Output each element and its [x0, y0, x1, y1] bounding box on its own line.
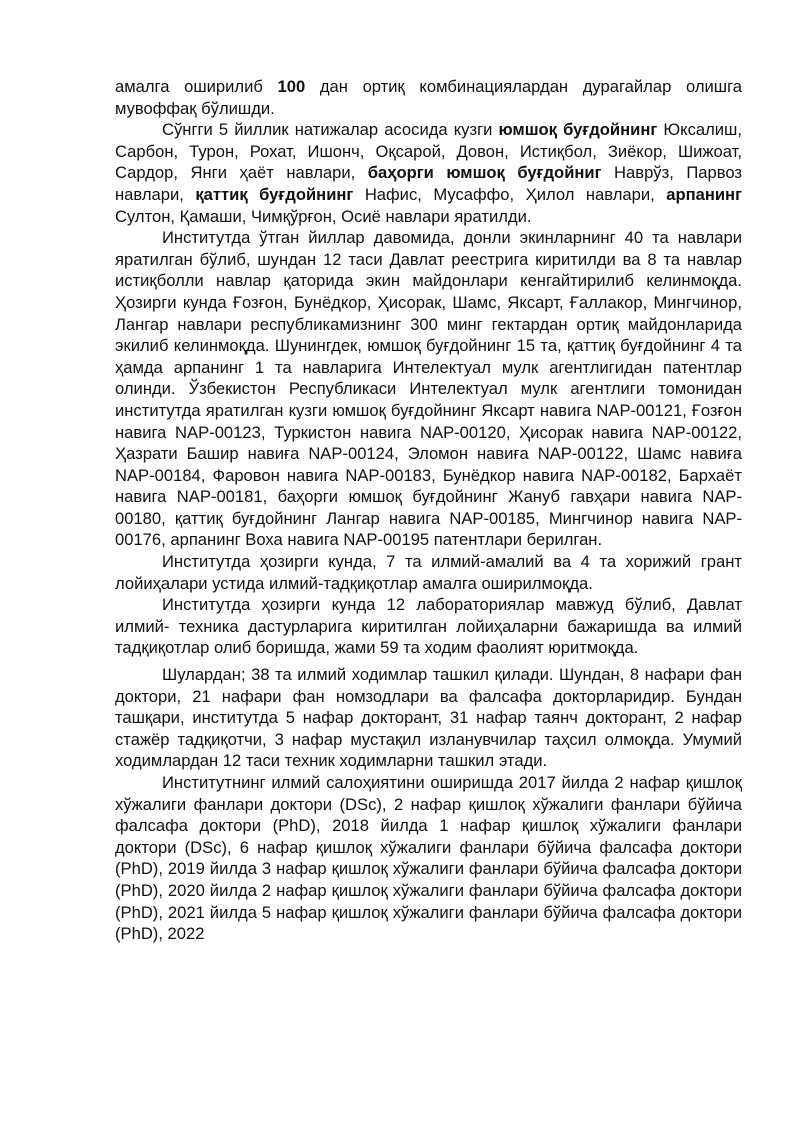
- paragraph-4: [115, 551, 742, 594]
- text-run: дан ортиқ комбинациялардан дурагайлар олишга мувоффақ бўлишди.: [115, 77, 742, 118]
- text-run: Институтда ҳозирги кунда 12 лабораториялар мавжуд бўлиб, Давлат илмий- техника дастурларига киритилган лойиҳаларни бажаришда ва илмий тадқиқотлар олиб боришда, жами 59 та ходим фаолият юритмоқда.: [115, 595, 742, 658]
- text-run: Наврўз, Парвоз навлари,: [115, 163, 742, 204]
- text-run: Институтнинг илмий салоҳиятини оширишда 2017 йилда 2 нафар қишлоқ хўжалиги фанлари доктори (DSc), 2 нафар қишлоқ хўжалиги фанлари бўйича фалсафа доктори (PhD), 2018 йилда 1 нафар қишлоқ хўжалиги фанлари доктори (DSc), 6 нафар қишлоқ хўжалиги фанлари бўйича фалсафа доктори (PhD), 2019 йилда 3 нафар қишлоқ хўжалиги фанлари бўйича фалсафа доктори (PhD), 2020 йилда 2 нафар қишлоқ хўжалиги фанлари бўйича фалсафа доктори (PhD), 2021 йилда 5 нафар қишлоқ хўжалиги фанлари бўйича фалсафа доктори (PhD), 2022: [115, 773, 742, 944]
- text-run: Юксалиш, Сарбон, Турон, Рохат, Ишонч, Оқсарой, Довон, Истиқбол, Зиёкор, Шижоат, Сардор, Янги ҳаёт навлари,: [115, 120, 742, 183]
- paragraph-5: [115, 594, 742, 659]
- text-run: Институтда ўтган йиллар давомида, донли экинларнинг 40 та навлари яратилган бўлиб, шундан 12 таси Давлат реестрига киритилди ва 8 та навлар истиқболли навлар қаторида экин майдонлари кенгайтирилиб келинмоқда. Ҳозирги кунда Ғозғон, Бунёдкор, Ҳисорак, Шамс, Яксарт, Ғаллакор, Мингчинор, Лангар навлари республикамизнинг 300 минг гектардан ортиқ майдонларида экилиб келинмоқда. Шунингдек, юмшоқ буғдойнинг 15 та, қаттиқ буғдойнинг 4 та ҳамда арпанинг 1 та навларига Интелектуал мулк агентлигидан патентлар олинди. Ўзбекистон Республикаси Интелектуал мулк агентлиги томонидан институтда яратилган кузги юмшоқ буғдойнинг Яксарт навига NAP-00121, Ғозғон навига NAP-00123, Туркистон навига NAP-00120, Ҳисорак навига NAP-00122, Ҳазрати Башир навиға NAP-00124, Эломон навиға NAP-00122, Шамс навиға NAP-00184, Фаровон навига NAP-00183, Бунёдкор навига NAP-00182, Бархаёт навига NAP-00181, баҳорги юмшоқ буғдойнинг Жануб гавҳари навига NAP-00180, қаттиқ буғдойнинг Лангар навига NAP-00185, Мингчинор навига NAP-00176, арпанинг Воха навига NAP-00195 патентлари берилган.: [115, 228, 742, 550]
- document-body: [115, 76, 742, 945]
- text-run: Сўнгги 5 йиллик натижалар асосида кузги: [162, 120, 499, 140]
- paragraph-6: [115, 664, 742, 772]
- text-run: Нафис, Мусаффо, Ҳилол навлари,: [353, 184, 667, 204]
- text-run: Институтда ҳозирги кунда, 7 та илмий-амалий ва 4 та хорижий грант лойиҳалари устида илмий-тадқиқотлар амалга оширилмоқда.: [115, 552, 742, 593]
- text-run-bold: юмшоқ буғдойнинг: [498, 120, 658, 140]
- paragraph-1: [115, 76, 742, 119]
- text-run-bold: қаттиқ буғдойнинг: [195, 184, 354, 204]
- text-run-bold: 100: [277, 77, 306, 96]
- paragraph-2: [115, 119, 742, 227]
- text-run: Султон, Қамаши, Чимқўрғон, Осиё навлари яратилди.: [115, 206, 532, 226]
- paragraph-7: [115, 772, 742, 945]
- text-run-bold: арпанинг: [666, 184, 742, 204]
- text-run-bold: баҳорги юмшоқ буғдойниг: [367, 163, 602, 183]
- paragraph-3: [115, 227, 742, 551]
- text-run: Шулардан; 38 та илмий ходимлар ташкил қилади. Шундан, 8 нафари фан доктори, 21 нафари фан номзодлари ва фалсафа докторларидир. Бундан ташқари, институтда 5 нафар докторант, 31 нафар таянч докторант, 2 нафар стажёр тадқиқотчи, 3 нафар мустақил изланувчилар таҳсил олмоқда. Умумий ходимлардан 12 таси техник ходимларни ташкил этади.: [115, 665, 742, 771]
- text-run: амалга оширилиб: [115, 77, 278, 96]
